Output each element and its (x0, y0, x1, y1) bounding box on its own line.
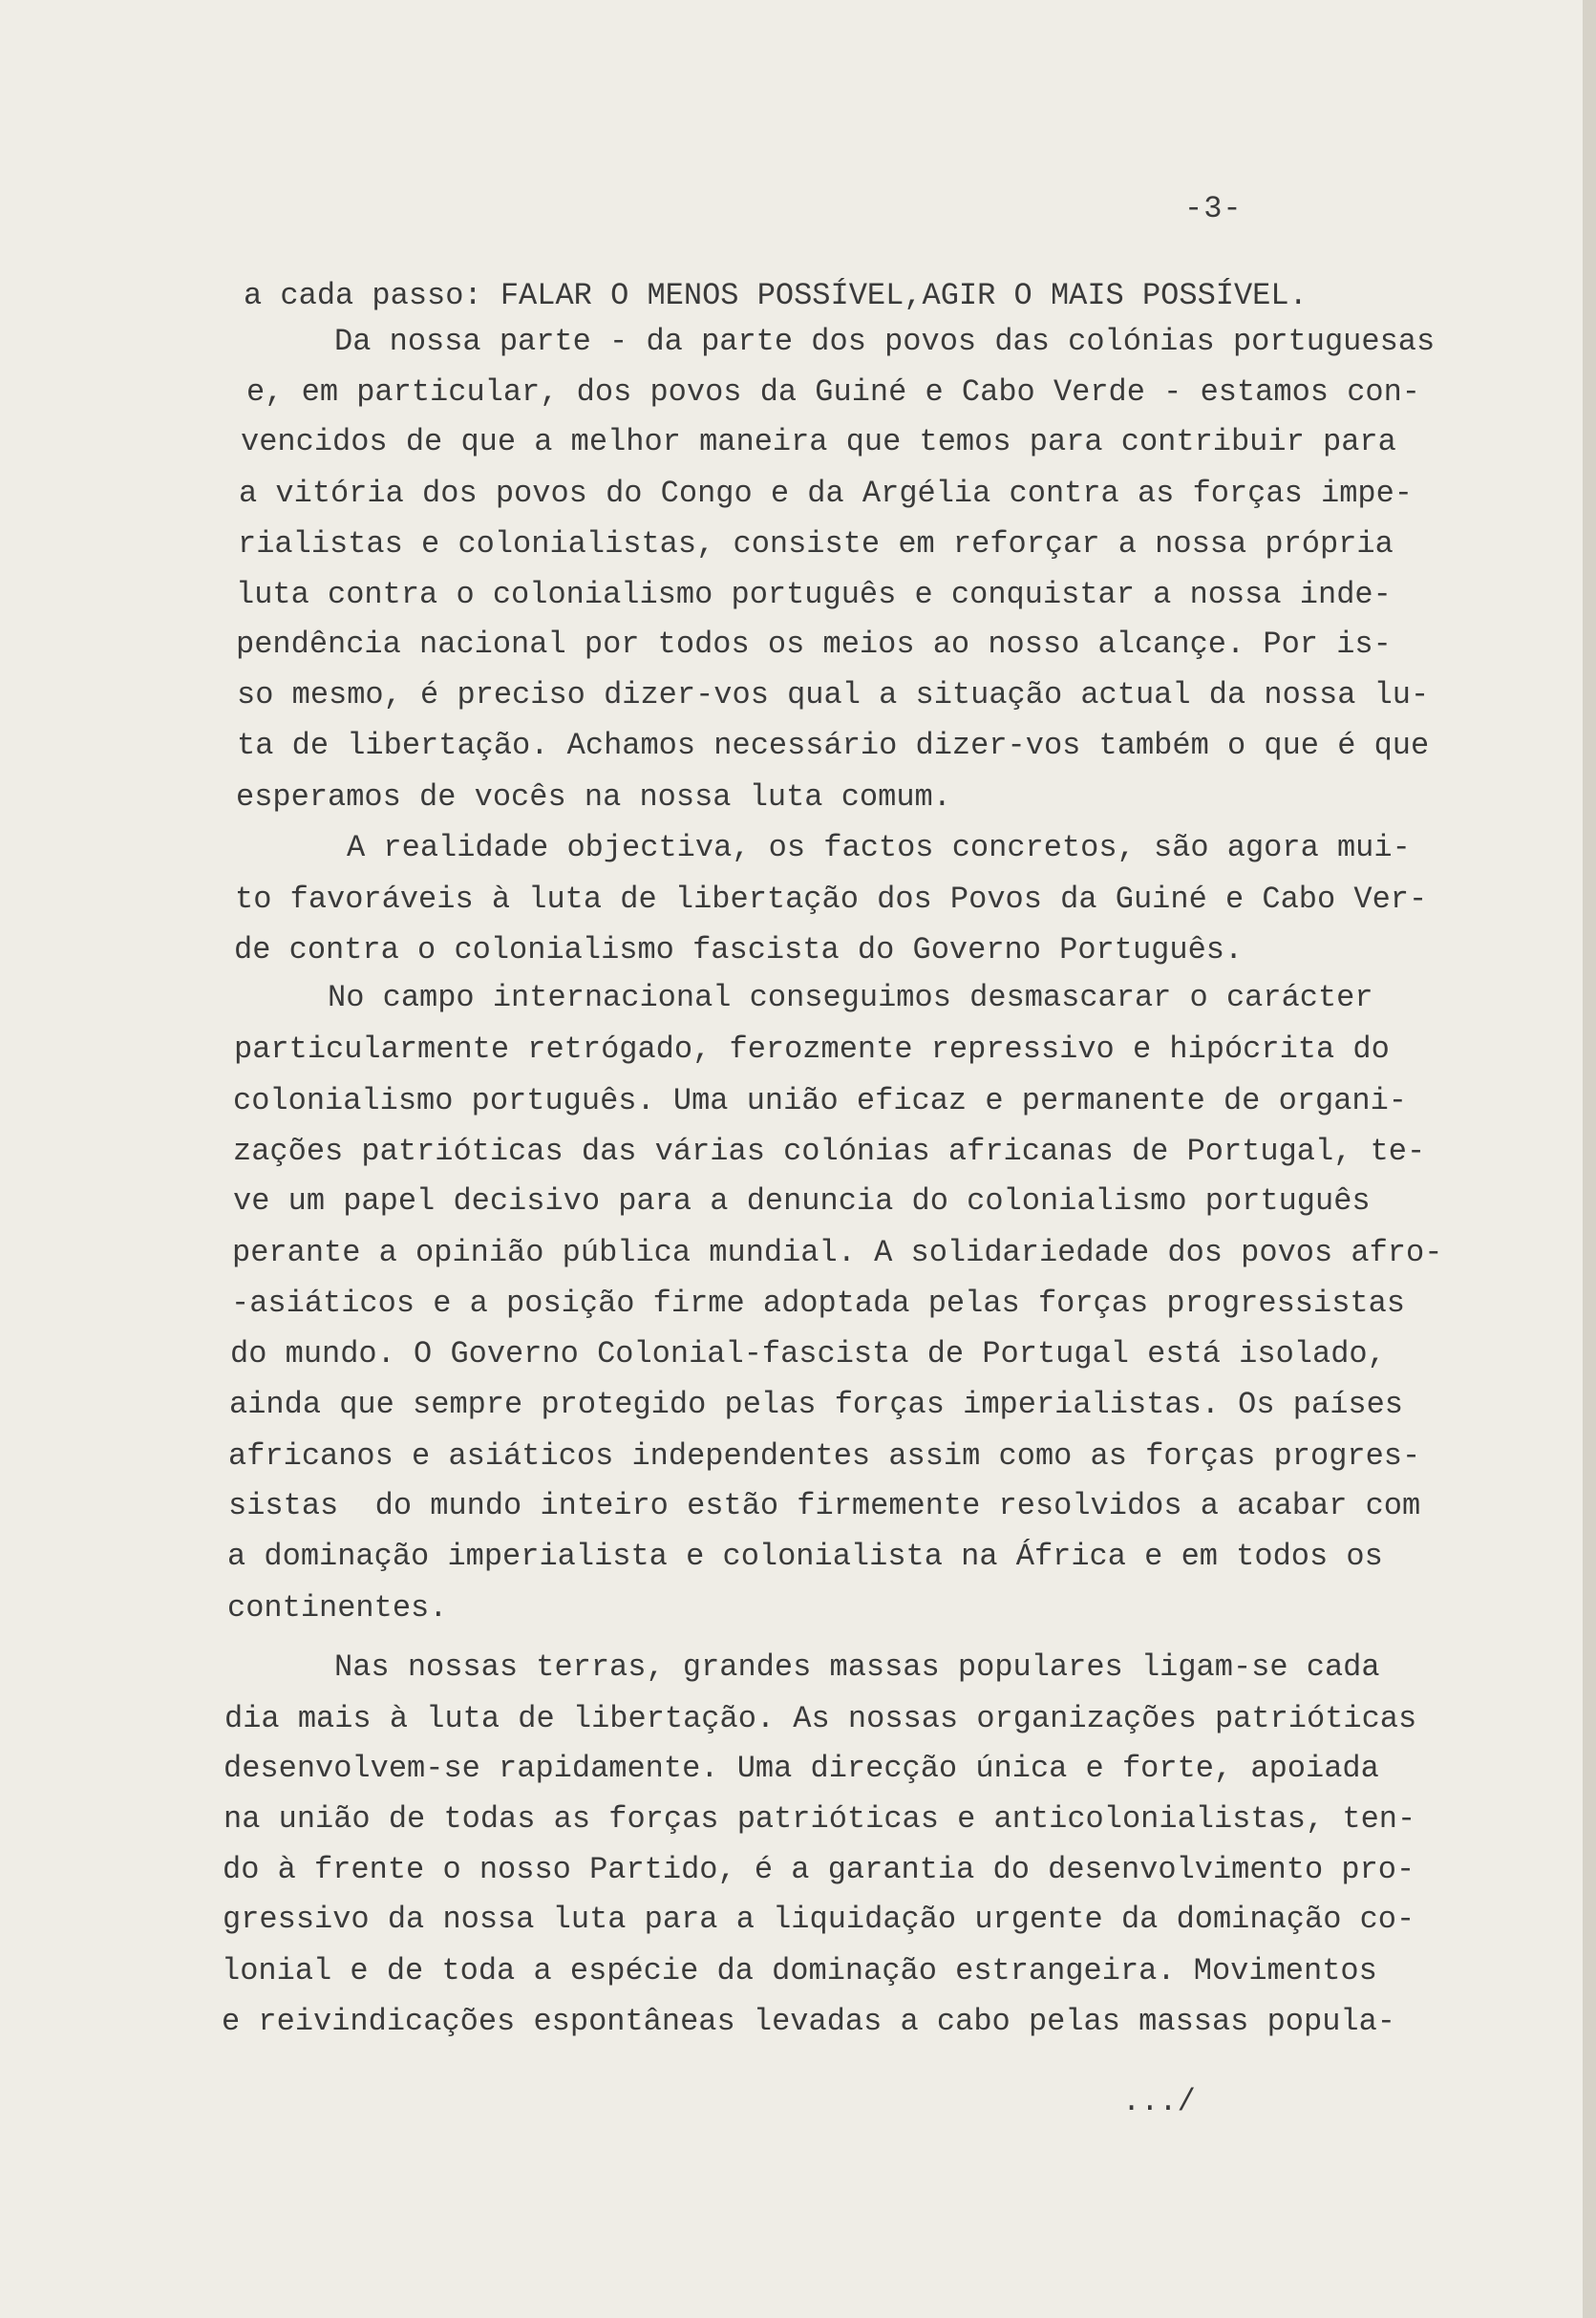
text-line: gressivo da nossa luta para a liquidação urgente da dominação co- (223, 1902, 1415, 1937)
text-line: a vitória dos povos do Congo e da Argélia contra as forças impe- (239, 476, 1413, 511)
text-line: de contra o colonialismo fascista do Governo Português. (234, 932, 1244, 968)
text-line: A realidade objectiva, os factos concretos, são agora mui- (347, 830, 1411, 865)
text-line: vencidos de que a melhor maneira que temos para contribuir para (241, 424, 1396, 459)
text-line: Nas nossas terras, grandes massas populares ligam-se cada (334, 1649, 1380, 1685)
text-line: a cada passo: FALAR O MENOS POSSÍVEL,AGIR O MAIS POSSÍVEL. (244, 278, 1308, 313)
text-line: dia mais à luta de libertação. As nossas organizações patrióticas (224, 1701, 1417, 1736)
text-line: No campo internacional conseguimos desmascarar o carácter (328, 980, 1373, 1015)
text-line: particularmente retrógado, ferozmente repressivo e hipócrita do (234, 1031, 1390, 1067)
text-line: continentes. (227, 1590, 448, 1626)
text-line: do à frente o nosso Partido, é a garantia do desenvolvimento pro- (223, 1852, 1415, 1887)
text-line: e, em particular, dos povos da Guiné e Cabo Verde - estamos con- (246, 374, 1420, 410)
text-line: e reivindicações espontâneas levadas a cabo pelas massas popula- (222, 2004, 1395, 2039)
text-line: africanos e asiáticos independentes assim como as forças progres- (228, 1438, 1421, 1474)
text-line: na união de todas as forças patrióticas e anticolonialistas, ten- (223, 1801, 1416, 1837)
text-line: -asiáticos e a posição firme adoptada pelas forças progressistas (231, 1286, 1405, 1321)
text-line: ta de libertação. Achamos necessário dizer-vos também o que é que (237, 728, 1430, 763)
text-line: zações patrióticas das várias colónias africanas de Portugal, te- (233, 1134, 1426, 1169)
text-line: luta contra o colonialismo português e conquistar a nossa inde- (236, 577, 1392, 612)
page-edge (1583, 0, 1596, 2318)
text-line: ainda que sempre protegido pelas forças imperialistas. Os países (229, 1387, 1403, 1422)
text-line: so mesmo, é preciso dizer-vos qual a situação actual da nossa lu- (237, 677, 1430, 712)
text-line: sistas do mundo inteiro estão firmemente resolvidos a acabar com (228, 1488, 1421, 1523)
text-line: do mundo. O Governo Colonial-fascista de Portugal está isolado, (230, 1336, 1386, 1372)
text-line: a dominação imperialista e colonialista na África e em todos os (227, 1539, 1383, 1574)
text-line: pendência nacional por todos os meios ao nosso alcançe. Por is- (236, 627, 1392, 662)
text-line: Da nossa parte - da parte dos povos das colónias portuguesas (334, 324, 1436, 359)
text-line: to favoráveis à luta de libertação dos Povos da Guiné e Cabo Ver- (235, 882, 1428, 917)
text-line: lonial e de toda a espécie da dominação estrangeira. Movimentos (222, 1953, 1377, 1988)
text-line: perante a opinião pública mundial. A solidariedade dos povos afro- (232, 1235, 1443, 1270)
text-line: ve um papel decisivo para a denuncia do colonialismo português (233, 1183, 1371, 1219)
text-line: rialistas e colonialistas, consiste em reforçar a nossa própria (238, 526, 1394, 562)
text-line: colonialismo português. Uma união eficaz e permanente de organi- (233, 1083, 1407, 1118)
text-line: desenvolvem-se rapidamente. Uma direcção única e forte, apoiada (223, 1751, 1379, 1786)
text-line: esperamos de vocês na nossa luta comum. (236, 779, 951, 815)
continuation-mark: .../ (1122, 2084, 1196, 2119)
page-number: -3- (1184, 191, 1243, 226)
